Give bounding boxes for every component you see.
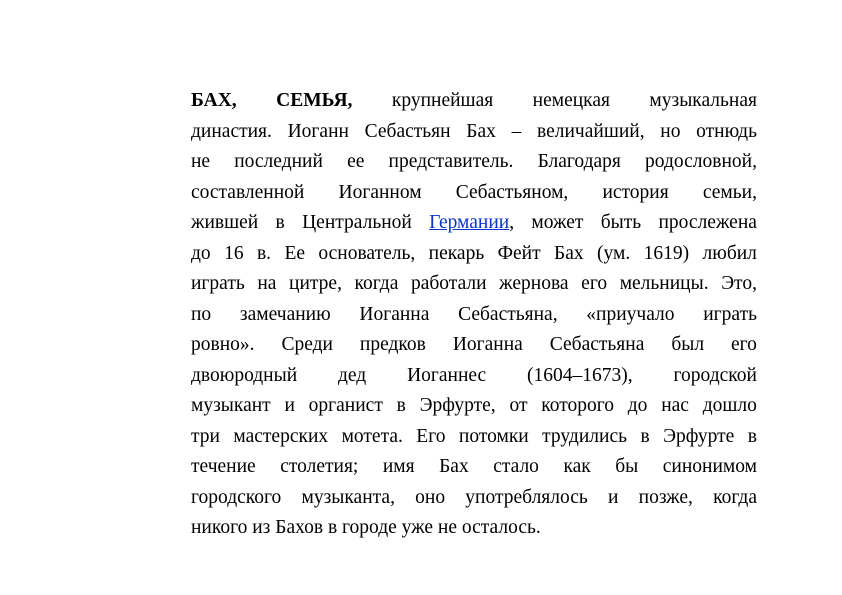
germany-link-word: Германии,	[429, 212, 515, 233]
text-line	[191, 147, 757, 178]
word: его	[581, 273, 608, 294]
word: когда	[354, 273, 399, 294]
word: его	[731, 334, 757, 355]
text-line	[191, 422, 757, 453]
word: которого	[541, 395, 614, 416]
word: может	[531, 212, 584, 233]
article-title-word: БАХ,	[191, 90, 237, 111]
article-text	[191, 86, 757, 544]
word: музыкант	[191, 395, 271, 416]
word: Среди	[281, 334, 333, 355]
word: синонимом	[662, 456, 757, 477]
word: до	[627, 395, 648, 416]
word: мельницы.	[619, 273, 709, 294]
word: городской	[673, 364, 757, 386]
word: Иоганна	[452, 334, 523, 355]
article-title-word: СЕМЬЯ,	[276, 90, 353, 111]
word: прослежена	[658, 212, 757, 233]
word: в	[275, 212, 285, 233]
last-line-text: никого из Бахов в городе уже не осталось.	[191, 517, 541, 538]
word: течение	[191, 456, 256, 477]
word: предков	[359, 334, 426, 355]
word: Иоганна	[359, 303, 430, 325]
word: на	[257, 273, 277, 294]
word: стало	[493, 456, 539, 477]
word: трудились	[542, 425, 628, 447]
word: жившей	[191, 212, 259, 233]
word: семьи,	[702, 181, 757, 203]
word: 16	[224, 242, 244, 264]
word: музыкальная	[649, 90, 757, 111]
word: в.	[256, 242, 272, 264]
word: цитре,	[289, 273, 342, 294]
word: мастерских	[233, 425, 329, 447]
word: быть	[600, 212, 642, 233]
word: Эрфурте,	[419, 395, 496, 416]
word: история	[602, 181, 669, 203]
word: Себастьяном,	[455, 181, 569, 203]
word: до	[191, 242, 211, 264]
word: Иоганн	[287, 120, 349, 142]
word: ее	[347, 151, 365, 172]
text-line	[191, 361, 757, 392]
word: имя	[382, 456, 415, 477]
word: оно	[415, 486, 446, 508]
word: три	[191, 425, 220, 447]
word: и	[608, 486, 619, 508]
word: когда	[713, 486, 757, 508]
word: городского	[191, 486, 282, 508]
word: в	[747, 425, 757, 447]
word: дед	[337, 364, 367, 386]
word: столетия;	[280, 456, 359, 477]
word: как	[563, 456, 591, 477]
text-line-last	[191, 513, 757, 544]
text-line	[191, 117, 757, 148]
word: Его	[416, 425, 446, 447]
text-line	[191, 452, 757, 483]
word: и	[284, 395, 295, 416]
word: в	[640, 425, 650, 447]
word: мотета.	[341, 425, 403, 447]
word: Эрфурте	[663, 425, 735, 447]
word: Бах	[439, 456, 469, 477]
word: был	[671, 334, 705, 355]
word: жернова	[499, 273, 569, 294]
word: употреблялось	[465, 486, 588, 508]
word: Себастьян	[364, 120, 451, 142]
word: составленной	[191, 181, 305, 203]
word: пекарь	[428, 242, 485, 264]
word: Фейт	[497, 242, 541, 264]
word: не	[191, 151, 211, 172]
word: Благодаря	[537, 151, 621, 172]
word: –	[511, 120, 522, 142]
word: Ее	[284, 242, 306, 264]
word: основатель,	[318, 242, 416, 264]
word: в	[396, 395, 406, 416]
word: династия.	[191, 120, 272, 142]
word: Это,	[721, 273, 757, 294]
word: позже,	[638, 486, 693, 508]
word: ровно».	[191, 334, 255, 355]
word: Бах	[466, 120, 496, 142]
text-line	[191, 330, 757, 361]
text-line	[191, 483, 757, 514]
word: величайший,	[537, 120, 645, 142]
word: крупнейшая	[391, 90, 494, 111]
word: Себастьяна	[549, 334, 645, 355]
word: бы	[615, 456, 639, 477]
word: Себастьяна,	[458, 303, 558, 325]
word: Бах	[554, 242, 584, 264]
word: потомки	[458, 425, 529, 447]
word: Иоганном	[338, 181, 422, 203]
word: (1604–1673),	[527, 364, 633, 386]
word: родословной,	[645, 151, 757, 172]
word: играть	[703, 303, 757, 325]
word: органист	[308, 395, 383, 416]
word: дошло	[702, 395, 757, 416]
word: представитель.	[388, 151, 514, 172]
word: 1619)	[643, 242, 690, 264]
word: музыканта,	[301, 486, 395, 508]
word: работали	[410, 273, 487, 294]
germany-link[interactable]: Германии	[429, 212, 510, 233]
word: по	[191, 303, 212, 325]
word: замечанию	[239, 303, 331, 325]
text-line	[191, 208, 757, 239]
word: Иоганнес	[407, 364, 487, 386]
word: (ум.	[597, 242, 631, 264]
word: немецкая	[532, 90, 610, 111]
word: последний	[234, 151, 323, 172]
word: нас	[661, 395, 689, 416]
text-line	[191, 269, 757, 300]
text-line	[191, 239, 757, 270]
word: Центральной	[302, 212, 412, 233]
word: от	[509, 395, 528, 416]
word: отнюдь	[696, 120, 757, 142]
word: но	[660, 120, 681, 142]
word: любил	[702, 242, 757, 264]
text-line	[191, 391, 757, 422]
word: «приучало	[586, 303, 675, 325]
word: двоюродный	[191, 364, 298, 386]
text-line	[191, 300, 757, 331]
word: играть	[191, 273, 245, 294]
text-line	[191, 86, 757, 117]
text-line	[191, 178, 757, 209]
